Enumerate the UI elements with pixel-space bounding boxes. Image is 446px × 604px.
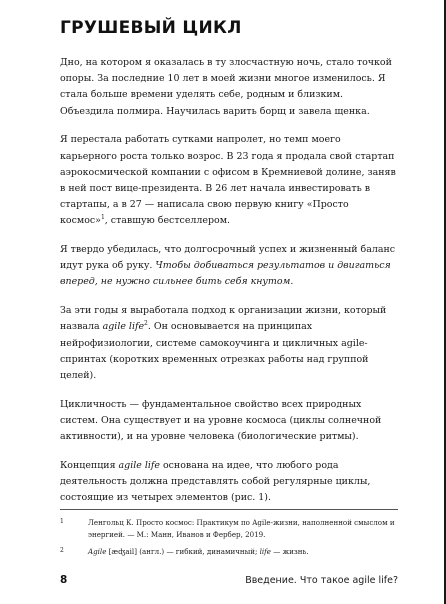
footnote-divider xyxy=(60,509,398,510)
footnote-1 xyxy=(60,517,398,542)
footnotes xyxy=(60,517,398,562)
term-agile-life: agile life xyxy=(118,459,160,471)
paragraph-text: Я перестала работать сутками напролет, но темп моего карьерного роста только возрос. В 23 года я продала свой стартап аэрокосмической компании с офисом в Кремниевой долине, заняв в ней пост вице-президента. В 26 лет начала инвестировать в стартапы, а в 27 — написала свою первую книгу «Просто космос» xyxy=(60,134,396,227)
page-number: 8 xyxy=(60,574,68,586)
paragraph-2 xyxy=(60,132,398,229)
term-agile-life: agile life xyxy=(102,321,145,333)
footnote-number: 1 xyxy=(60,518,64,525)
emphasized-sentence: Чтобы добиваться результатов и двигаться вперед, не нужно сильнее бить себя кнутом. xyxy=(60,260,391,288)
footnote-term: life xyxy=(259,546,272,556)
paragraph-4 xyxy=(60,303,398,384)
paragraph-3 xyxy=(60,242,398,291)
chapter-title: ГРУШЕВЫЙ ЦИКЛ xyxy=(60,18,242,38)
footnote-2 xyxy=(60,546,398,558)
paragraph-text: Я твердо убедилась, что долгосрочный успех и жизненный баланс идут рука об руку. xyxy=(60,244,396,272)
footnote-ref[interactable]: 1 xyxy=(100,214,105,222)
paragraph-6 xyxy=(60,458,398,507)
footnote-text: Ленгольц К. Просто космос: Практикум по Agile-жизни, наполненной смыслом и энергией. — М.: Манн, Иванов и Фербер, 2019. xyxy=(88,518,395,540)
body-text xyxy=(60,55,398,519)
paragraph-text: Дно, на котором я оказалась в ту злосчастную ночь, стало точкой опоры. За последние 10 лет в моей жизни многое изменилось. Я стала больше времени уделять себе, родным и близким. Объездила полмира. Научилась варить борщ и завела щенка. xyxy=(60,57,392,117)
paragraph-5 xyxy=(60,397,398,446)
footnote-text-tail: — жизнь. xyxy=(271,546,309,556)
paragraph-text: За эти годы я выработала подход к организации жизни, который назвала xyxy=(60,305,387,333)
footnote-ref[interactable]: 2 xyxy=(144,320,148,328)
paragraph-1 xyxy=(60,55,398,120)
paragraph-text-tail: , ставшую бестселлером. xyxy=(104,215,231,227)
paragraph-text: Цикличность — фундаментальное свойство всех природных систем. Она существует и на уровне космоса (циклы солнечной активности), и на уровне человека (биологические ритмы). xyxy=(60,398,382,443)
paragraph-text: Концепция xyxy=(60,459,119,471)
paragraph-text-tail: . Он основывается на принципах нейрофизиологии, системе самокоучинга и цикличных agile-спринтах (коротких временных отрезках работы над группой целей). xyxy=(60,321,369,381)
footnote-number: 2 xyxy=(60,546,64,554)
footnote-text: [æʤail] (англ.) — гибкий, динамичный; xyxy=(106,546,260,556)
footnote-term: Agile xyxy=(88,546,107,556)
running-footer-title: Введение. Что такое agile life? xyxy=(245,575,398,586)
paragraph-text-tail: основана на идее, что любого рода деятельность должна представлять собой регулярные циклы, состоящие из четырех элементов (рис. 1). xyxy=(60,459,371,504)
